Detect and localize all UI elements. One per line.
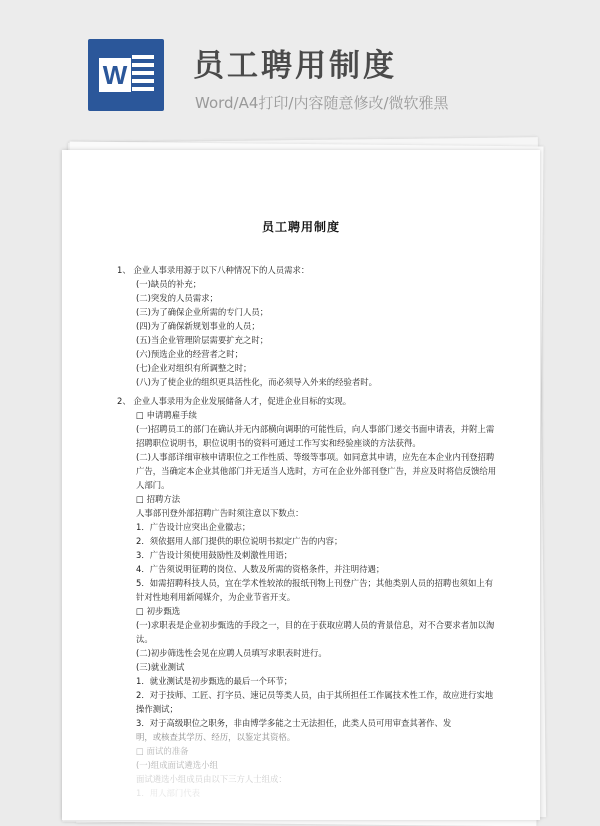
list-item: 面试遴选小组成员由以下三方人士组成： xyxy=(136,774,287,784)
list-item: (一)组成面试遴选小组 xyxy=(136,760,218,770)
list-item: (二)突发的人员需求； xyxy=(136,293,218,303)
word-icon-letter: W xyxy=(99,58,131,92)
document-page xyxy=(62,150,540,820)
banner-title: 员工聘用制度 xyxy=(193,48,397,84)
list-item: 1．就业测试是初步甄选的最后一个环节； xyxy=(136,676,293,686)
list-item: 1、 企业人事录用源于以下八种情况下的人员需求： xyxy=(117,265,310,275)
list-item: (八)为了使企业的组织更具活性化，而必须导入外来的经验者时。 xyxy=(136,377,378,387)
list-item: 3．广告设计须使用鼓励性及刺激性用语； xyxy=(136,550,293,560)
list-item: 针对性地利用新闻媒介，为企业节省开支。 xyxy=(136,592,296,602)
list-item: 人事部刊登外部招聘广告时须注意以下数点： xyxy=(136,508,304,518)
banner-subtitle: Word/A4打印/内容随意修改/微软雅黑 xyxy=(195,94,449,112)
list-item: (一)招聘员工的部门在确认并无内部横向调职的可能性后，向人事部门递交书面申请表，并附上需 xyxy=(136,424,495,434)
list-item: (三)就业测试 xyxy=(136,662,185,672)
list-item: (三)为了确保企业所需的专门人员； xyxy=(136,307,269,317)
list-item: 广告，当确定本企业其他部门并无适当人选时，方可在企业外部刊登广告，并应及时将信反馈给用 xyxy=(136,466,497,476)
word-icon-lines xyxy=(132,55,154,95)
list-item: 3．对于高级职位之职务，非由博学多能之士无法担任，此类人员可用审查其著作、发 xyxy=(136,718,452,728)
banner xyxy=(0,0,600,150)
list-item: 人部门。 xyxy=(136,480,170,490)
list-item: (五)当企业管理阶层需要扩充之时； xyxy=(136,335,269,345)
list-item: (四)为了确保新规划事业的人员； xyxy=(136,321,260,331)
list-item: (六)预选企业的经营者之时； xyxy=(136,349,244,359)
list-item: □ 招聘方法 xyxy=(136,494,181,504)
list-item: 明，或核查其学历、经历，以鉴定其资格。 xyxy=(136,732,296,742)
list-item: 招聘职位说明书，职位说明书的资料可通过工作写实和经验座谈的方法获得。 xyxy=(136,438,421,448)
list-item: (一)缺员的补充； xyxy=(136,279,202,289)
list-item: (七)企业对组织有所调整之时； xyxy=(136,363,252,373)
list-item: 5．如需招聘科技人员，宜在学术性较浓的报纸刊物上刊登广告；其他类别人员的招聘也须如上有 xyxy=(136,578,494,588)
list-item: 4．广告须说明征聘的岗位、人数及所需的资格条件，并注明待遇； xyxy=(136,564,385,574)
list-item: □ 申请聘雇手续 xyxy=(136,410,197,420)
list-item: 2．须依据用人部门提供的职位说明书拟定广告的内容； xyxy=(136,536,343,546)
list-item: 1．用人部门代表 xyxy=(136,788,200,798)
list-item: (二)初步筛选性会见在应聘人员填写求职表时进行。 xyxy=(136,648,327,658)
list-item: □ 初步甄选 xyxy=(136,606,181,616)
word-icon xyxy=(88,39,164,111)
list-item: 1．广告设计应突出企业徽志； xyxy=(136,522,251,532)
list-item: 操作测试； xyxy=(136,704,178,714)
list-item: 2、 企业人事录用为企业发展储备人才，促进企业目标的实现。 xyxy=(117,396,352,406)
list-item: 汰。 xyxy=(136,634,153,644)
list-item: (一)求职表是企业初步甄选的手段之一，目的在于获取应聘人员的背景信息，对不合要求者加以淘 xyxy=(136,620,495,630)
document-title: 员工聘用制度 xyxy=(261,220,340,234)
list-item: 2．对于技师、工匠、打字员、速记员等类人员，由于其所担任工作属技术性工作，故应进行实地 xyxy=(136,690,494,700)
list-item: □ 面试的准备 xyxy=(136,746,189,756)
list-item: (二)人事部详细审核申请职位之工作性质、等级等事项。如同意其申请，应先在本企业内刊登招聘 xyxy=(136,452,495,462)
